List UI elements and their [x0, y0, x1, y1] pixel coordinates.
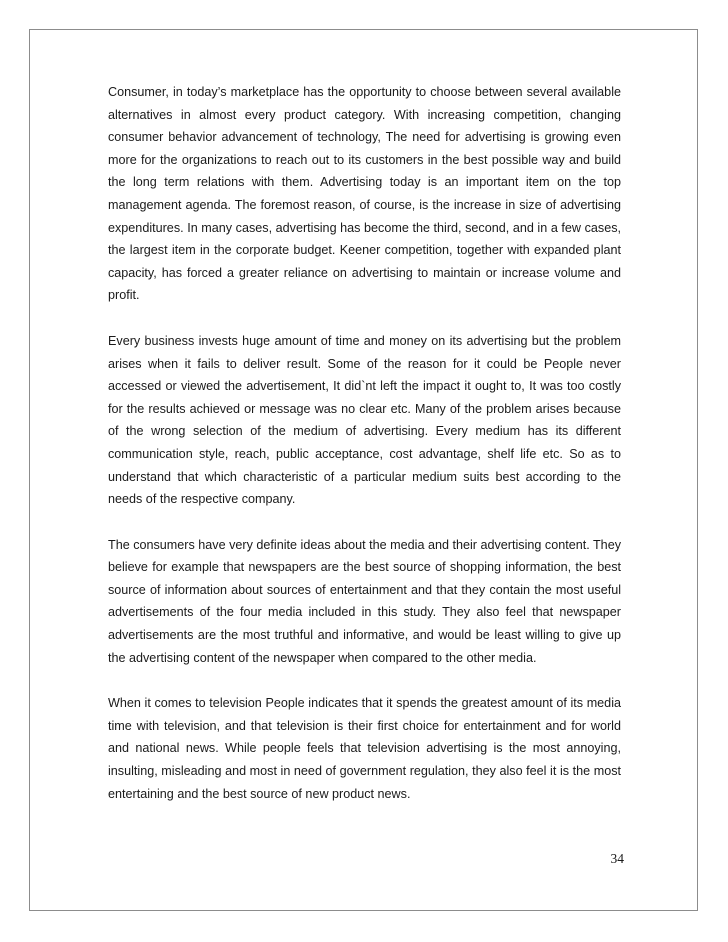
document-body — [108, 81, 621, 828]
paragraph-consumer-media-ideas: The consumers have very definite ideas about the media and their advertising content. They believe for example that newspapers are the best source of shopping information, the best source of information about sources of entertainment and that they contain the most useful advertisements of the four media included in this study. They also feel that newspaper advertisements are the most truthful and informative, and would be least willing to give up the advertising content of the newspaper when compared to the other media. — [108, 537, 621, 665]
paragraph-consumer-marketplace: Consumer, in today’s marketplace has the opportunity to choose between several available alternatives in almost every product category. With increasing competition, changing consumer behavior advancement of technology, The need for advertising is growing even more for the organizations to reach out to its customers in the best possible way and build the long term relations with them. Advertising today is an important item on the top management agenda. The foremost reason, of course, is the increase in size of advertising expenditures. In many cases, advertising has become the third, second, and in a few cases, the largest item in the corporate budget. Keener competition, together with expanded plant capacity, has forced a greater reliance on advertising to maintain or increase volume and profit. — [108, 85, 621, 303]
page-number: 34 — [610, 851, 624, 866]
paragraph-television: When it comes to television People indicates that it spends the greatest amount of its media time with television, and that television is their first choice for entertainment and for world and national news. While people feels that television advertising is the most annoying, insulting, misleading and most in need of government regulation, they also feel it is the most entertaining and the best source of new product news. — [108, 696, 621, 801]
paragraph-business-advertising: Every business invests huge amount of time and money on its advertising but the problem arises when it fails to deliver result. Some of the reason for it could be People never accessed or viewed the advertisement, It did`nt left the impact it ought to, It was too costly for the results achieved or message was no clear etc. Many of the problem arises because of the wrong selection of the medium of advertising. Every medium has its different communication style, reach, public acceptance, cost advantage, shelf life etc. So as to understand that which characteristic of a particular medium suits best according to the needs of the respective company. — [108, 333, 621, 507]
